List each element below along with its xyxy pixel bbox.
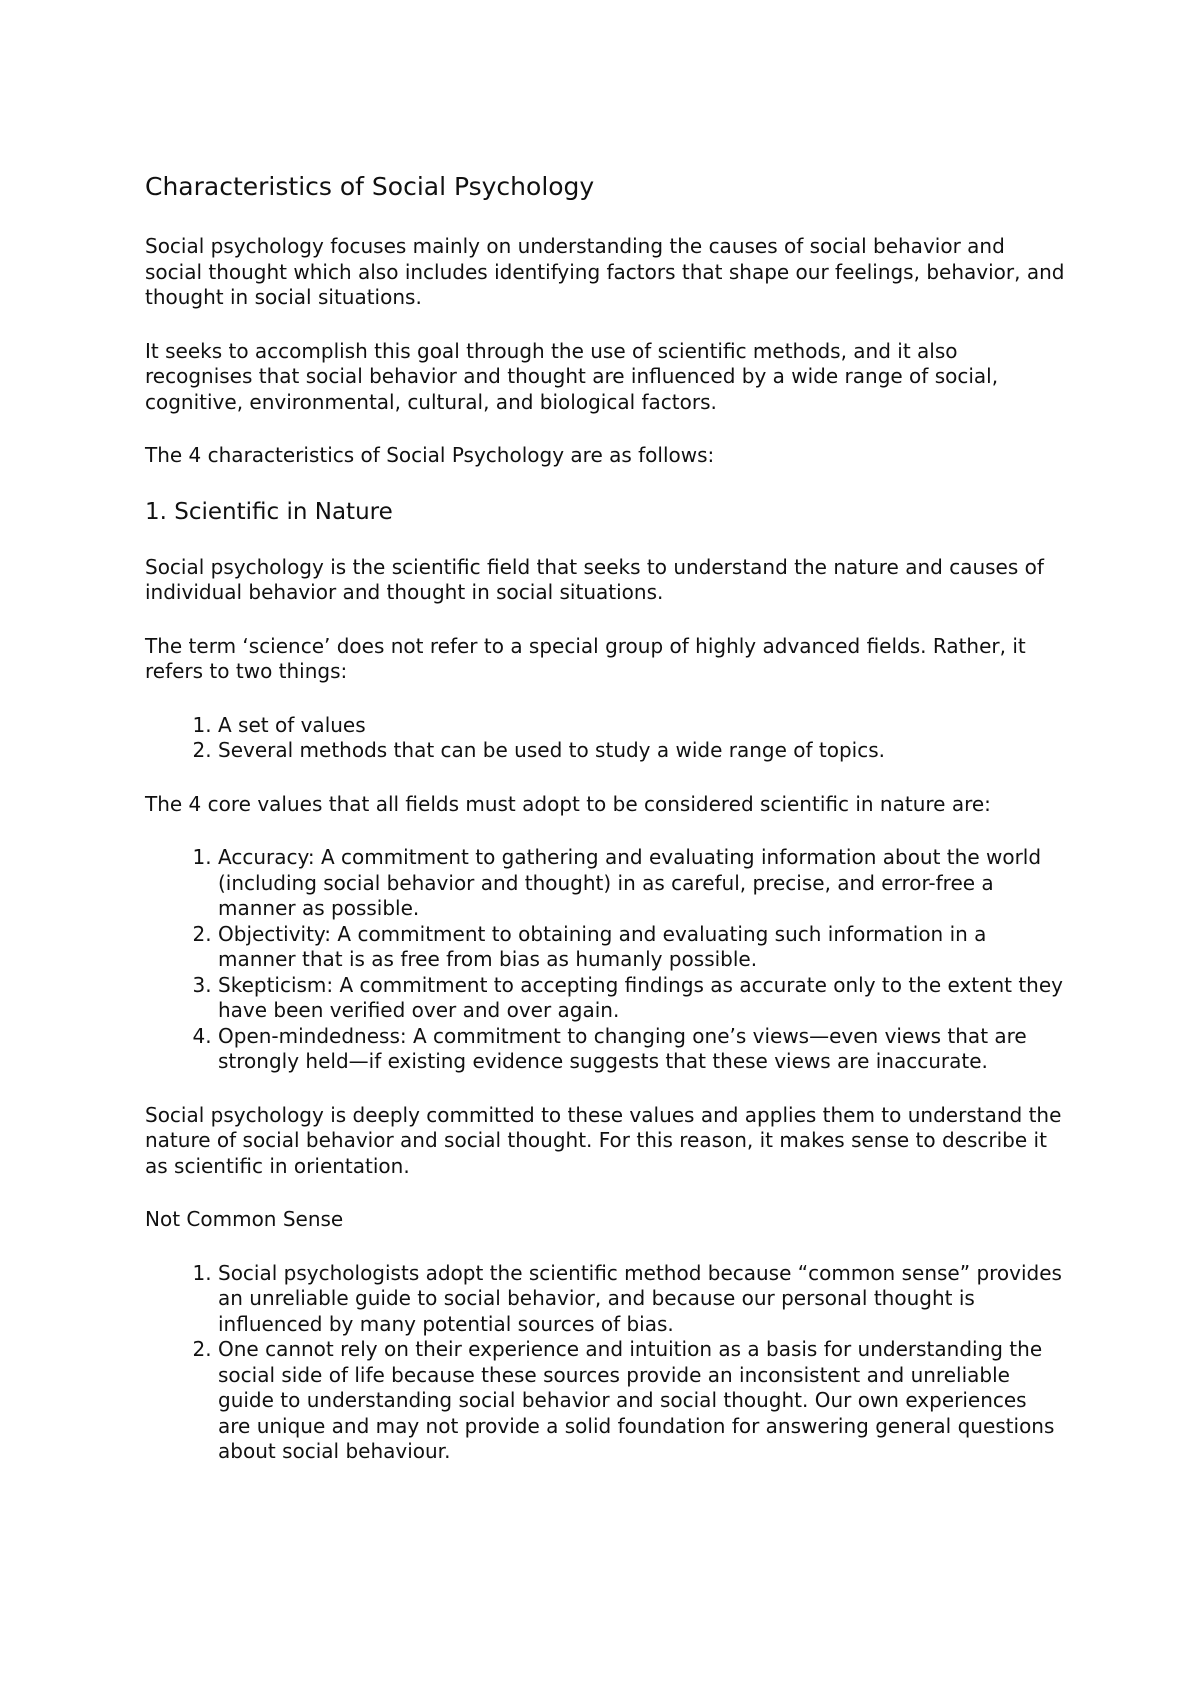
list-item: 1. Accuracy: A commitment to gathering and evaluating information about the world (including social behavior and thought) in as careful, precise, and error-free a manner as possible.: [218, 845, 1065, 922]
science-things-list: [145, 713, 1065, 764]
section-paragraph-1: Social psychology is the scientific field that seeks to understand the nature and causes of individual behavior and thought in social situations.: [145, 554, 1044, 604]
document-page: [145, 170, 1065, 1493]
list-item: 2. One cannot rely on their experience and intuition as a basis for understanding the social side of life because these sources provide an inconsistent and unreliable guide to understanding social behavior and social thought. Our own experiences are unique and may not provide a solid foundation for answering general questions about social behaviour.: [218, 1337, 1065, 1465]
list-item: 2. Several methods that can be used to study a wide range of topics.: [218, 738, 1065, 764]
list-item: 1. A set of values: [218, 713, 1065, 739]
core-values-intro: The 4 core values that all fields must adopt to be considered scientific in nature are:: [145, 791, 991, 816]
list-item: 3. Skepticism: A commitment to accepting findings as accurate only to the extent they have been verified over and over again.: [218, 973, 1065, 1024]
subheading-not-common-sense: Not Common Sense: [145, 1207, 344, 1231]
section-heading-scientific: 1. Scientific in Nature: [145, 498, 393, 525]
intro-paragraph-1: Social psychology focuses mainly on understanding the causes of social behavior and social thought which also includes identifying factors that shape our feelings, behavior, and thought in social situations.: [145, 234, 1065, 309]
intro-paragraph-3: The 4 characteristics of Social Psychology are as follows:: [145, 443, 715, 467]
core-values-list: [145, 845, 1065, 1075]
common-sense-list: [145, 1261, 1065, 1465]
section-paragraph-2: The term ‘science’ does not refer to a special group of highly advanced fields. Rather, it refers to two things:: [145, 633, 1026, 683]
section-paragraph-3: Social psychology is deeply committed to these values and applies them to understand the nature of social behavior and social thought. For this reason, it makes sense to describe it as scientific in orientation.: [145, 1102, 1062, 1178]
list-item: 1. Social psychologists adopt the scientific method because “common sense” provides an unreliable guide to social behavior, and because our personal thought is influenced by many potential sources of bias.: [218, 1261, 1065, 1338]
list-item: 4. Open-mindedness: A commitment to changing one’s views—even views that are strongly held—if existing evidence suggests that these views are inaccurate.: [218, 1024, 1065, 1075]
document-title: Characteristics of Social Psychology: [145, 172, 595, 201]
list-item: 2. Objectivity: A commitment to obtaining and evaluating such information in a manner that is as free from bias as humanly possible.: [218, 922, 1065, 973]
intro-paragraph-2: It seeks to accomplish this goal through the use of scientific methods, and it also recognises that social behavior and thought are influenced by a wide range of social, cognitive, environmental, cultural, and biological factors.: [145, 338, 999, 414]
